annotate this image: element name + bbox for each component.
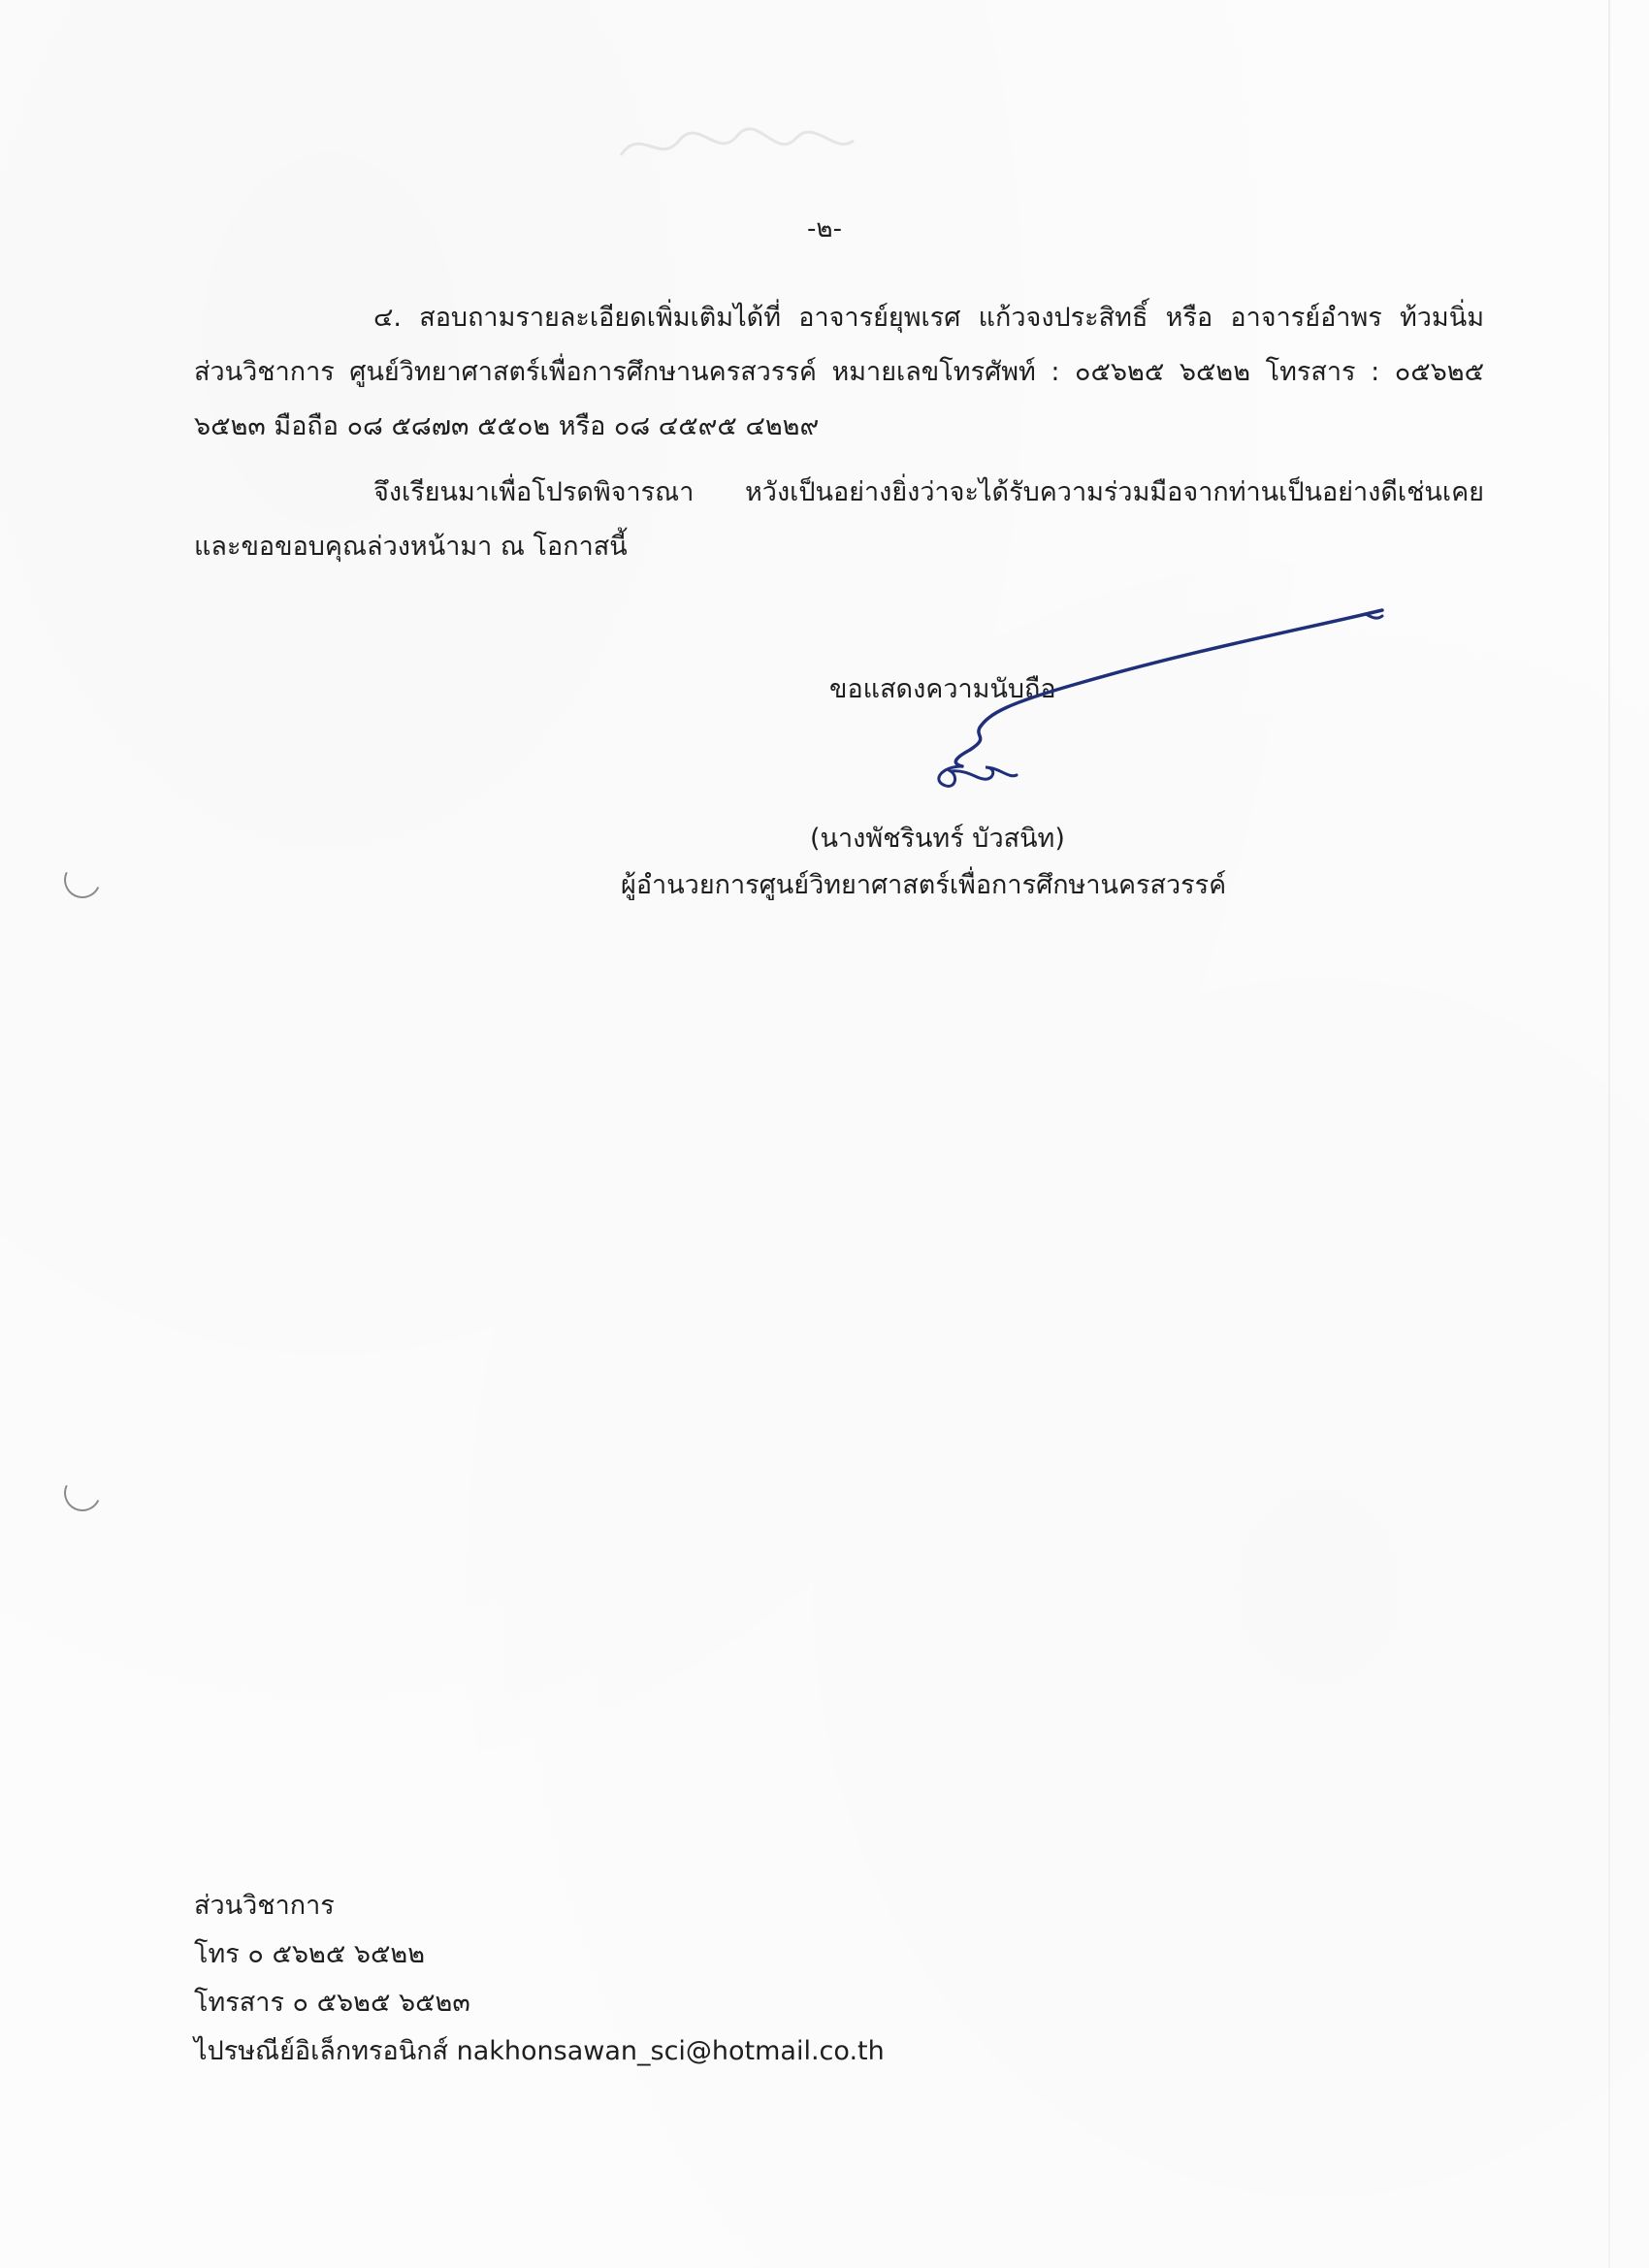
punch-hole-mark (59, 857, 107, 904)
scan-edge (1608, 0, 1610, 2268)
footer-fax: โทรสาร ๐ ๕๖๒๕ ๖๕๒๓ (194, 1988, 470, 2018)
footer-department: ส่วนวิชาการ (194, 1891, 335, 1921)
faint-handwriting-mark (611, 121, 863, 170)
paragraph-contact-details: ๔. สอบถามรายละเอียดเพิ่มเติมได้ที่ อาจารย์ยุพเรศ แก้วจงประสิทธิ์ หรือ อาจารย์อำพร ท้วมนิ่ม ส่วนวิชาการ ศูนย์วิทยาศาสตร์เพื่อการศึกษานครสวรรค์ หมายเลขโทรศัพท์ : ๐๕๖๒๕ ๖๕๒๒ โทรสาร : ๐๕๖๒๕ ๖๕๒๓ มือถือ ๐๘ ๕๘๗๓ ๕๕๐๒ หรือ ๐๘ ๔๕๙๕ ๔๒๒๙ (194, 303, 1484, 441)
signer-position: ผู้อำนวยการศูนย์วิทยาศาสตร์เพื่อการศึกษานครสวรรค์ (621, 870, 1227, 900)
page-number: -๒- (807, 214, 842, 243)
closing-salutation: ขอแสดงความนับถือ (829, 674, 1056, 704)
footer-phone: โทร ๐ ๕๖๒๕ ๖๕๒๒ (194, 1939, 426, 1969)
footer-contact-block (194, 1882, 885, 2076)
footer-email: ไปรษณีย์อิเล็กทรอนิกส์ nakhonsawan_sci@hotmail.co.th (194, 2036, 885, 2066)
handwritten-signature (902, 597, 1397, 805)
signer-name: (นางพัชรินทร์ บัวสนิท) (810, 824, 1065, 854)
paragraph-request: จึงเรียนมาเพื่อโปรดพิจารณา หวังเป็นอย่างยิ่งว่าจะได้รับความร่วมมือจากท่านเป็นอย่างดีเช่นเคย และขอขอบคุณล่วงหน้ามา ณ โอกาสนี้ (194, 477, 1484, 562)
punch-hole-mark (59, 1470, 107, 1517)
